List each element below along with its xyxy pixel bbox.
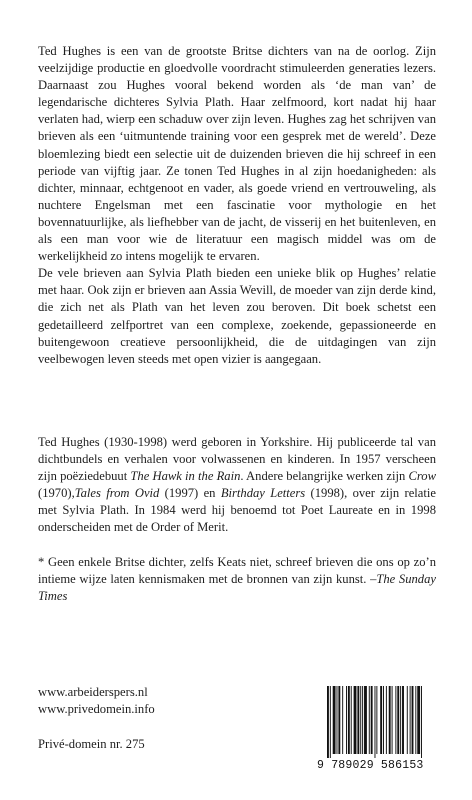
bio-text-2: . Andere belangrijke werken zijn [240, 469, 409, 484]
series-url[interactable]: www.privedomein.info [38, 702, 155, 716]
barcode-bar [357, 686, 359, 754]
barcode-bar [333, 686, 336, 754]
bio-text-4: (1997) en [159, 486, 221, 501]
intro-paragraph-2: De vele brieven aan Sylvia Plath bieden een unieke blik op Hughes’ relatie met haar. Ook zijn er brieven aan Assia Wevill, de moeder van zijn derde kind, die zich net als Plath van het leven zou beroven. Dit boek schetst een gedetailleerd zelfportret van een complexe, zoekende, gepassioneerde en buitengewoon creatieve persoonlijkheid, die de uitdagingen van zijn veelbewogen leven steeds met open vizier is aangegaan. [38, 266, 436, 366]
barcode-bar [369, 686, 370, 754]
barcode-bar [392, 686, 393, 754]
bio-text-1: Ted Hughes (1930-1998) werd geboren in Yorkshire. Hij publiceerde tal van dichtbundels en verhalen voor volwassenen en kinderen. In 1957 verscheen zijn poëziedebuut [38, 435, 436, 484]
barcode-bar [342, 686, 343, 754]
barcode-bar [417, 686, 420, 754]
barcode-bar [412, 686, 414, 754]
barcode-bar [362, 686, 363, 754]
barcode-bar [407, 686, 408, 754]
barcode-bar [330, 686, 331, 758]
barcode-bar [402, 686, 404, 754]
barcode-bar [415, 686, 416, 754]
press-quote [38, 554, 436, 605]
barcode-bar [364, 686, 367, 754]
barcode-bar [360, 686, 361, 754]
barcode-bar [376, 686, 377, 754]
barcode-bar [375, 686, 376, 758]
barcode-bar [327, 686, 329, 758]
barcode-bar [386, 686, 387, 754]
barcode-bar [395, 686, 396, 754]
isbn-barcode [317, 686, 444, 778]
barcode-bar [338, 686, 340, 754]
barcode-bar [346, 686, 347, 754]
bio-text-5: (1998), over zijn relatie met Sylvia Plath. In 1984 werd hij benoemd tot Poet Laureate en in 1998 onderscheiden met de Order of Merit. [38, 486, 436, 535]
series-number: Privé-domein nr. 275 [38, 737, 145, 751]
barcode-bar [400, 686, 401, 754]
barcode-bar [397, 686, 399, 754]
barcode-bar [337, 686, 338, 754]
bio-paragraph [38, 434, 436, 537]
barcode-bar [410, 686, 411, 754]
quote-text: * Geen enkele Britse dichter, zelfs Keats niet, schreef brieven die ons op zo’n intieme wijze laten kennismaken met de bronnen van zijn kunst. – [38, 555, 436, 587]
barcode-bar [351, 686, 352, 754]
quote-source: The Sunday Times [38, 572, 436, 604]
bio-text-3: (1970), [38, 486, 75, 501]
intro-text [38, 43, 436, 368]
barcode-bar [348, 686, 350, 754]
intro-paragraph-1: Ted Hughes is een van de grootste Britse dichters van na de oorlog. Zijn veelzijdige productie en gloedvolle voordracht stimuleerden generaties lezers. Daarnaast zou Hughes vooral bekend worden als ‘de man van’ de legendarische dichteres Sylvia Plath. Haar zelfmoord, kort nadat hij haar verlaten had, wierp een schaduw over zijn leven. Hughes zag het schrijven van brieven als een ‘uitmuntende training voor een gesprek met de wereld’. Deze bloemlezing biedt een selectie uit de duizenden brieven die hij schreef in een periode van vijftig jaar. Ze tonen Ted Hughes in al zijn hoedanigheden: als dichter, minnaar, echtgenoot en vader, als goede vriend en vertrouweling, als nuchtere Engelsman met een fascinatie voor mythologie en het bovennatuurlijke, als liefhebber van de jacht, de visserij en het buitenleven, en als een man voor wie de literatuur een magisch middel was om de werkelijkheid zo intens mogelijk te ervaren. [38, 44, 436, 264]
quote-paragraph [38, 554, 436, 605]
book-title-birthday: Birthday Letters [220, 486, 306, 501]
book-title-tales: Tales from Ovid [74, 486, 160, 501]
barcode-bar [389, 686, 391, 754]
barcode-bar [421, 686, 422, 758]
barcode-number: 9 789029 586153 [317, 759, 424, 772]
barcode-bar [380, 686, 382, 754]
book-title-hawk: The Hawk in the Rain [130, 469, 241, 484]
barcode-bars [327, 686, 439, 758]
barcode-bar [354, 686, 357, 754]
barcode-bar [371, 686, 373, 754]
author-bio [38, 434, 436, 537]
barcode-bar [383, 686, 384, 754]
book-title-crow: Crow [408, 469, 436, 484]
publisher-url[interactable]: www.arbeiderspers.nl [38, 685, 148, 699]
